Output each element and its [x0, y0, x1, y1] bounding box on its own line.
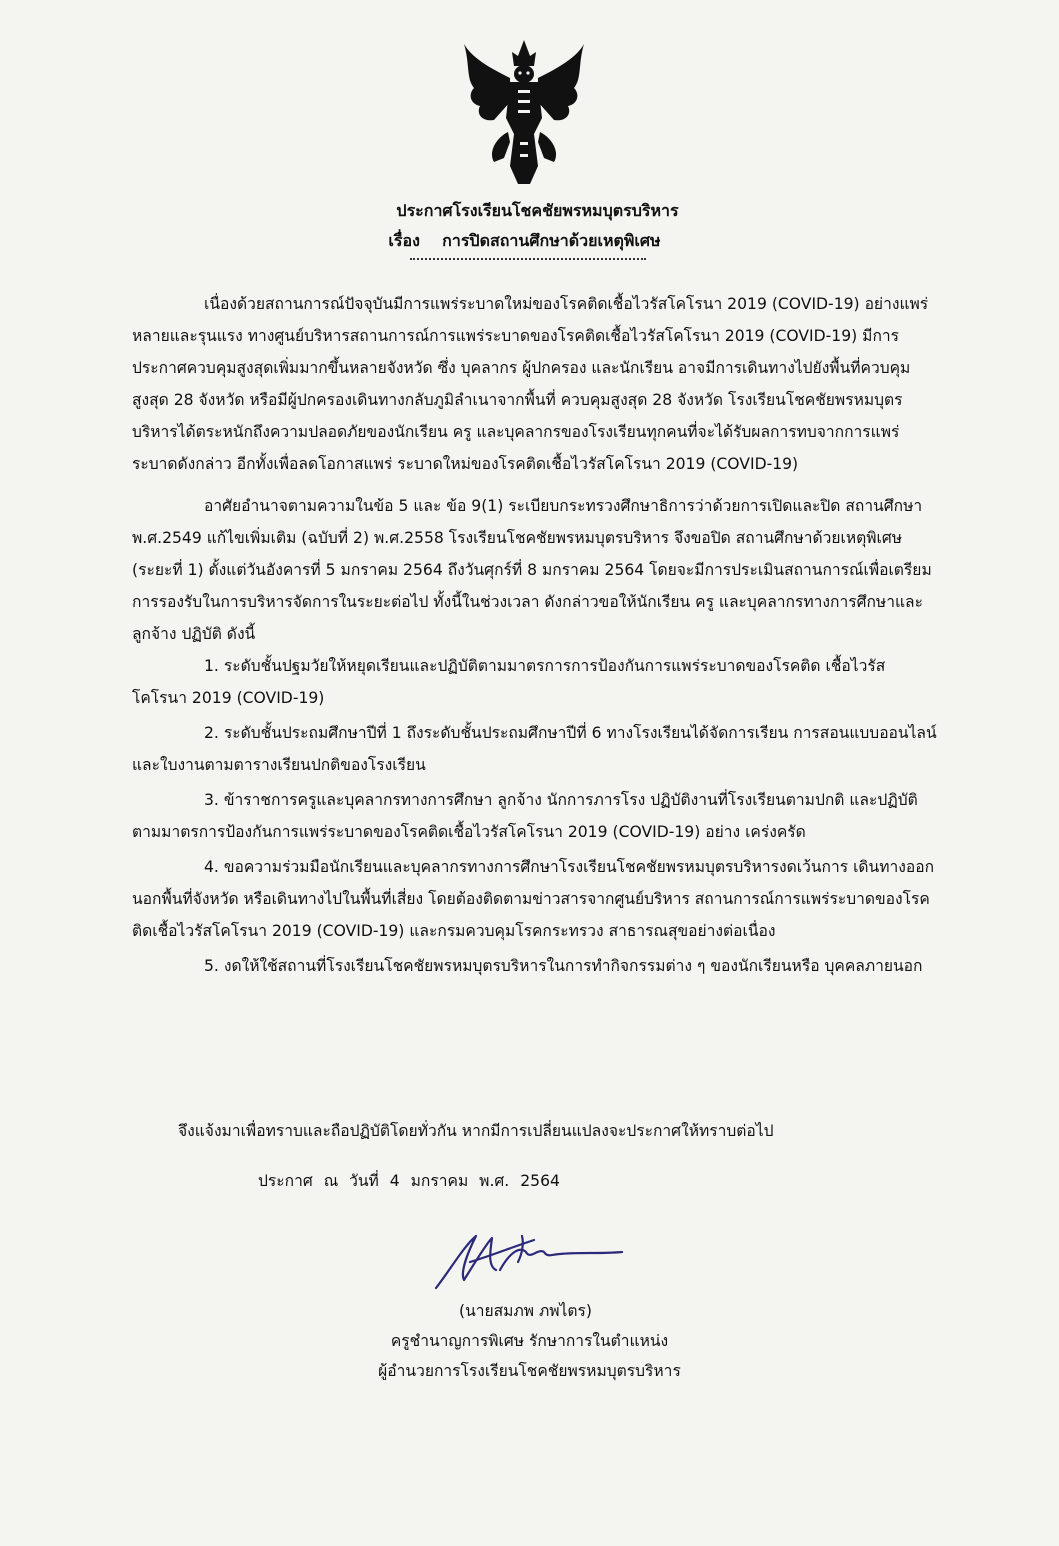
dotted-divider — [410, 258, 646, 260]
garuda-emblem — [460, 38, 588, 186]
signature — [430, 1218, 630, 1294]
subject-label: เรื่อง — [388, 231, 420, 250]
list-item-5: 5. งดให้ใช้สถานที่โรงเรียนโชคชัยพรหมบุตรบริหารในการทำกิจกรรมต่าง ๆ ของนักเรียนหรือ บุคคลภายนอก — [204, 957, 923, 975]
list-item-4: 4. ขอความร่วมมือนักเรียนและบุคลากรทางการศึกษาโรงเรียนโชคชัยพรหมบุตรบริหารงดเว้นการ เดินทางออกนอกพื้นที่จังหวัด หรือเดินทางไปในพื้นที่เสี่ยง โดยต้องติดตามข่าวสารจากศูนย์บริหาร สถานการณ์การแพร่ระบาดของโรคติดเชื้อไวรัสโคโรนา 2019 (COVID-19) และกรมควบคุมโรคกระทรวง สาธารณสุขอย่างต่อเนื่อง — [132, 858, 935, 940]
paragraph-2: อาศัยอำนาจตามความในข้อ 5 และ ข้อ 9(1) ระเบียบกระทรวงศึกษาธิการว่าด้วยการเปิดและปิด สถานศึกษา พ.ศ.2549 แก้ไขเพิ่มเติม (ฉบับที่ 2) พ.ศ.2558 โรงเรียนโชคชัยพรหมบุตรบริหาร จึงขอปิด สถานศึกษาด้วยเหตุพิเศษ (ระยะที่ 1) ตั้งแต่วันอังคารที่ 5 มกราคม 2564 ถึงวันศุกร์ที่ 8 มกราคม 2564 โดยจะมีการประเมินสถานการณ์เพื่อเตรียมการรองรับในการบริหารจัดการในระยะต่อไป ทั้งนี้ในช่วงเวลา ดังกล่าวขอให้นักเรียน ครู และบุคลากรทางการศึกษาและลูกจ้าง ปฏิบัติ ดังนี้ — [132, 497, 932, 643]
subject-text: การปิดสถานศึกษาด้วยเหตุพิเศษ — [442, 231, 661, 250]
announcement-date: ประกาศ ณ วันที่ 4 มกราคม พ.ศ. 2564 — [258, 1172, 560, 1190]
list-item-1: 1. ระดับชั้นปฐมวัยให้หยุดเรียนและปฏิบัติตามมาตรการการป้องกันการแพร่ระบาดของโรคติด เชื้อไวรัสโคโรนา 2019 (COVID-19) — [132, 657, 886, 707]
list-item-2: 2. ระดับชั้นประถมศึกษาปีที่ 1 ถึงระดับชั้นประถมศึกษาปีที่ 6 ทางโรงเรียนได้จัดการเรียน การสอนแบบออนไลน์และใบงานตามตารางเรียนปกติของโรงเรียน — [132, 724, 937, 774]
document-subject — [0, 226, 1059, 256]
signer-position-2: ผู้อำนวยการโรงเรียนโชคชัยพรหมบุตรบริหาร — [378, 1362, 681, 1380]
document-title: ประกาศโรงเรียนโชคชัยพรหมบุตรบริหาร — [396, 201, 679, 220]
signer-name: (นายสมภพ ภพไตร) — [459, 1302, 592, 1320]
signer-block — [0, 1296, 1059, 1386]
document-header — [0, 196, 1059, 256]
closing-statement: จึงแจ้งมาเพื่อทราบและถือปฏิบัติโดยทั่วกัน หากมีการเปลี่ยนแปลงจะประกาศให้ทราบต่อไป — [178, 1122, 774, 1140]
paragraph-1: เนื่องด้วยสถานการณ์ปัจจุบันมีการแพร่ระบาดใหม่ของโรคติดเชื้อไวรัสโคโรนา 2019 (COVID-19) อย่างแพร่หลายและรุนแรง ทางศูนย์บริหารสถานการณ์การแพร่ระบาดของโรคติดเชื้อไวรัสโคโรนา 2019 (COVID-19) มีการประกาศควบคุมสูงสุดเพิ่มมากขึ้นหลายจังหวัด ซึ่ง บุคลากร ผู้ปกครอง และนักเรียน อาจมีการเดินทางไปยังพื้นที่ควบคุมสูงสุด 28 จังหวัด หรือมีผู้ปกครองเดินทางกลับภูมิลำเนาจากพื้นที่ ควบคุมสูงสุด 28 จังหวัด โรงเรียนโชคชัยพรหมบุตรบริหารได้ตระหนักถึงความปลอดภัยของนักเรียน ครู และบุคลากรของโรงเรียนทุกคนที่จะได้รับผลการทบจากการแพร่ระบาดดังกล่าว อีกทั้งเพื่อลดโอกาสแพร่ ระบาดใหม่ของโรคติดเชื้อไวรัสโคโรนา 2019 (COVID-19) — [132, 295, 929, 473]
document-body — [132, 288, 938, 985]
list-item-3: 3. ข้าราชการครูและบุคลากรทางการศึกษา ลูกจ้าง นักการภารโรง ปฏิบัติงานที่โรงเรียนตามปกติ และปฏิบัติตามมาตรการป้องกันการแพร่ระบาดของโรคติดเชื้อไวรัสโคโรนา 2019 (COVID-19) อย่าง เคร่งครัด — [132, 791, 918, 841]
signer-position-1: ครูชำนาญการพิเศษ รักษาการในตำแหน่ง — [390, 1332, 669, 1350]
